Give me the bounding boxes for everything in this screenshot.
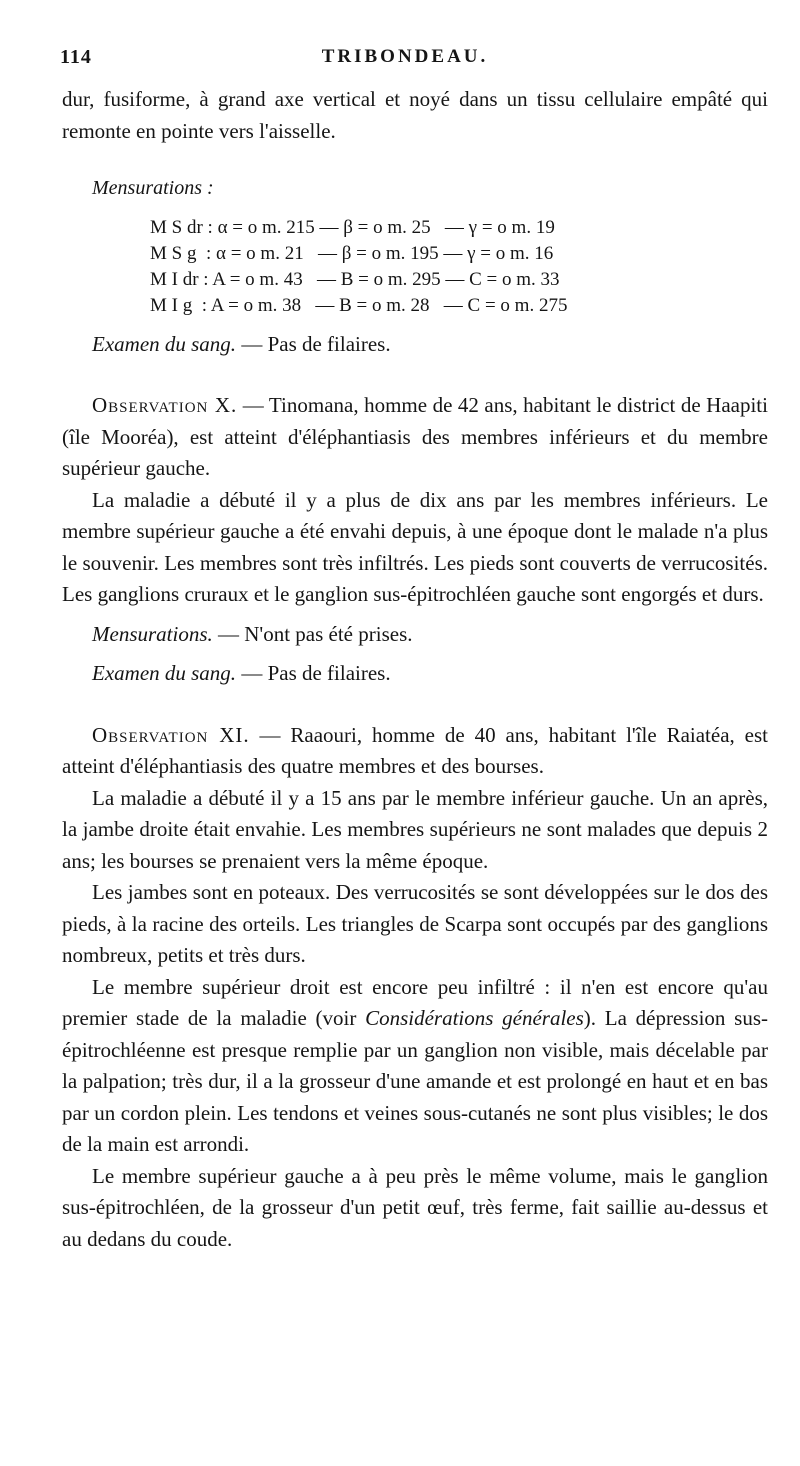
measurement-row: M S dr : α = o m. 215 — β = o m. 25 — γ = o m. 19 [150, 216, 555, 238]
observation-xi-right-arm [62, 972, 768, 1161]
observation-x-paragraph [62, 390, 768, 485]
intro-paragraph: dur, fusiforme, à grand axe vertical et noyé dans un tissu cellulaire empâté qui remonte en pointe vers l'aisselle. [62, 87, 768, 143]
observation-xi-legs: Les jambes sont en poteaux. Des verrucosités se sont développées sur le dos des pieds, à la racine des orteils. Les triangles de Scarpa sont occupés par des ganglions nombreux, petits et très durs. [62, 880, 768, 967]
blood-exam-line [62, 329, 768, 361]
blood-exam-line-2 [62, 658, 768, 690]
mensurations-line [62, 619, 768, 651]
observation-xi-left-arm: Le membre supérieur gauche a à peu près le même volume, mais le ganglion sus-épitrochléen, de la grosseur d'un petit œuf, très ferme, fait saillie au-dessus et au dedans du coude. [62, 1163, 768, 1251]
blood-exam-result-2: — Pas de filaires. [236, 661, 391, 685]
observation-x-label: Observation X. [92, 393, 238, 417]
observation-xi-text: — Raaouri, homme de 40 ans, habitant l'île Raiatéa, est atteint d'éléphantiasis des quatre membres et des bourses. [62, 722, 768, 778]
blood-exam-result: — Pas de filaires. [236, 331, 391, 356]
right-arm-text-b: ). La dépression sus-épitrochléenne est presque remplie par un ganglion non visible, mais décelable par la palpation; très dur, il a la grosseur d'une amande et est prolongé en haut et en bas par un cordon plein. Les tendons et veines sous-cutanés ne sont plus visibles; le dos de la main est arrondi. [62, 1006, 768, 1156]
blood-exam-label-2: Examen du sang. [92, 661, 237, 685]
observation-x-text: — Tinomana, homme de 42 ans, habitant le district de Haapiti (île Mooréa), est atteint d'éléphantiasis des membres inférieurs et du membre supérieur gauche. [62, 393, 768, 480]
measurement-row: M S g : α = o m. 21 — β = o m. 195 — γ = o m. 16 [150, 242, 554, 264]
observation-xi-history: La maladie a débuté il y a 15 ans par le membre inférieur gauche. Un an après, la jambe droite était envahie. Les membres supérieurs ne sont malades que depuis 2 ans; les bourses se prenaient vers la même époque. [62, 785, 768, 873]
measurements-table [150, 215, 768, 319]
page-body [62, 84, 768, 1255]
blood-exam-label: Examen du sang. [92, 331, 237, 356]
measurement-row: M I dr : A = o m. 43 — B = o m. 295 — C = o m. 33 [150, 268, 560, 290]
page-header [60, 46, 750, 82]
mensurations-label: Mensurations. [92, 621, 213, 646]
observation-x-history: La maladie a débuté il y a plus de dix ans par les membres inférieurs. Le membre supérieur gauche a été envahi depuis, à une époque dont le malade n'a plus le souvenir. Les membres sont très infiltrés. Les pieds sont couverts de verrucosités. Les ganglions cruraux et le ganglion sus-épitrochléen gauche sont engorgés et durs. [62, 487, 768, 606]
measurement-row: M I g : A = o m. 38 — B = o m. 28 — C = o m. 275 [150, 294, 568, 316]
observation-xi-paragraph [62, 720, 768, 783]
observation-xi-label: Observation XI. [92, 722, 250, 747]
cross-reference: Considérations générales [365, 1006, 584, 1030]
mensurations-result: — N'ont pas été prises. [212, 621, 413, 646]
mensurations-heading: Mensurations : [92, 177, 214, 199]
right-arm-text-a: Le membre supérieur droit est encore peu infiltré : il n'en est encore qu'au premier stade de la maladie (voir [62, 974, 768, 1030]
running-title: TRIBONDEAU. [321, 46, 489, 67]
page-number: 114 [60, 46, 92, 68]
